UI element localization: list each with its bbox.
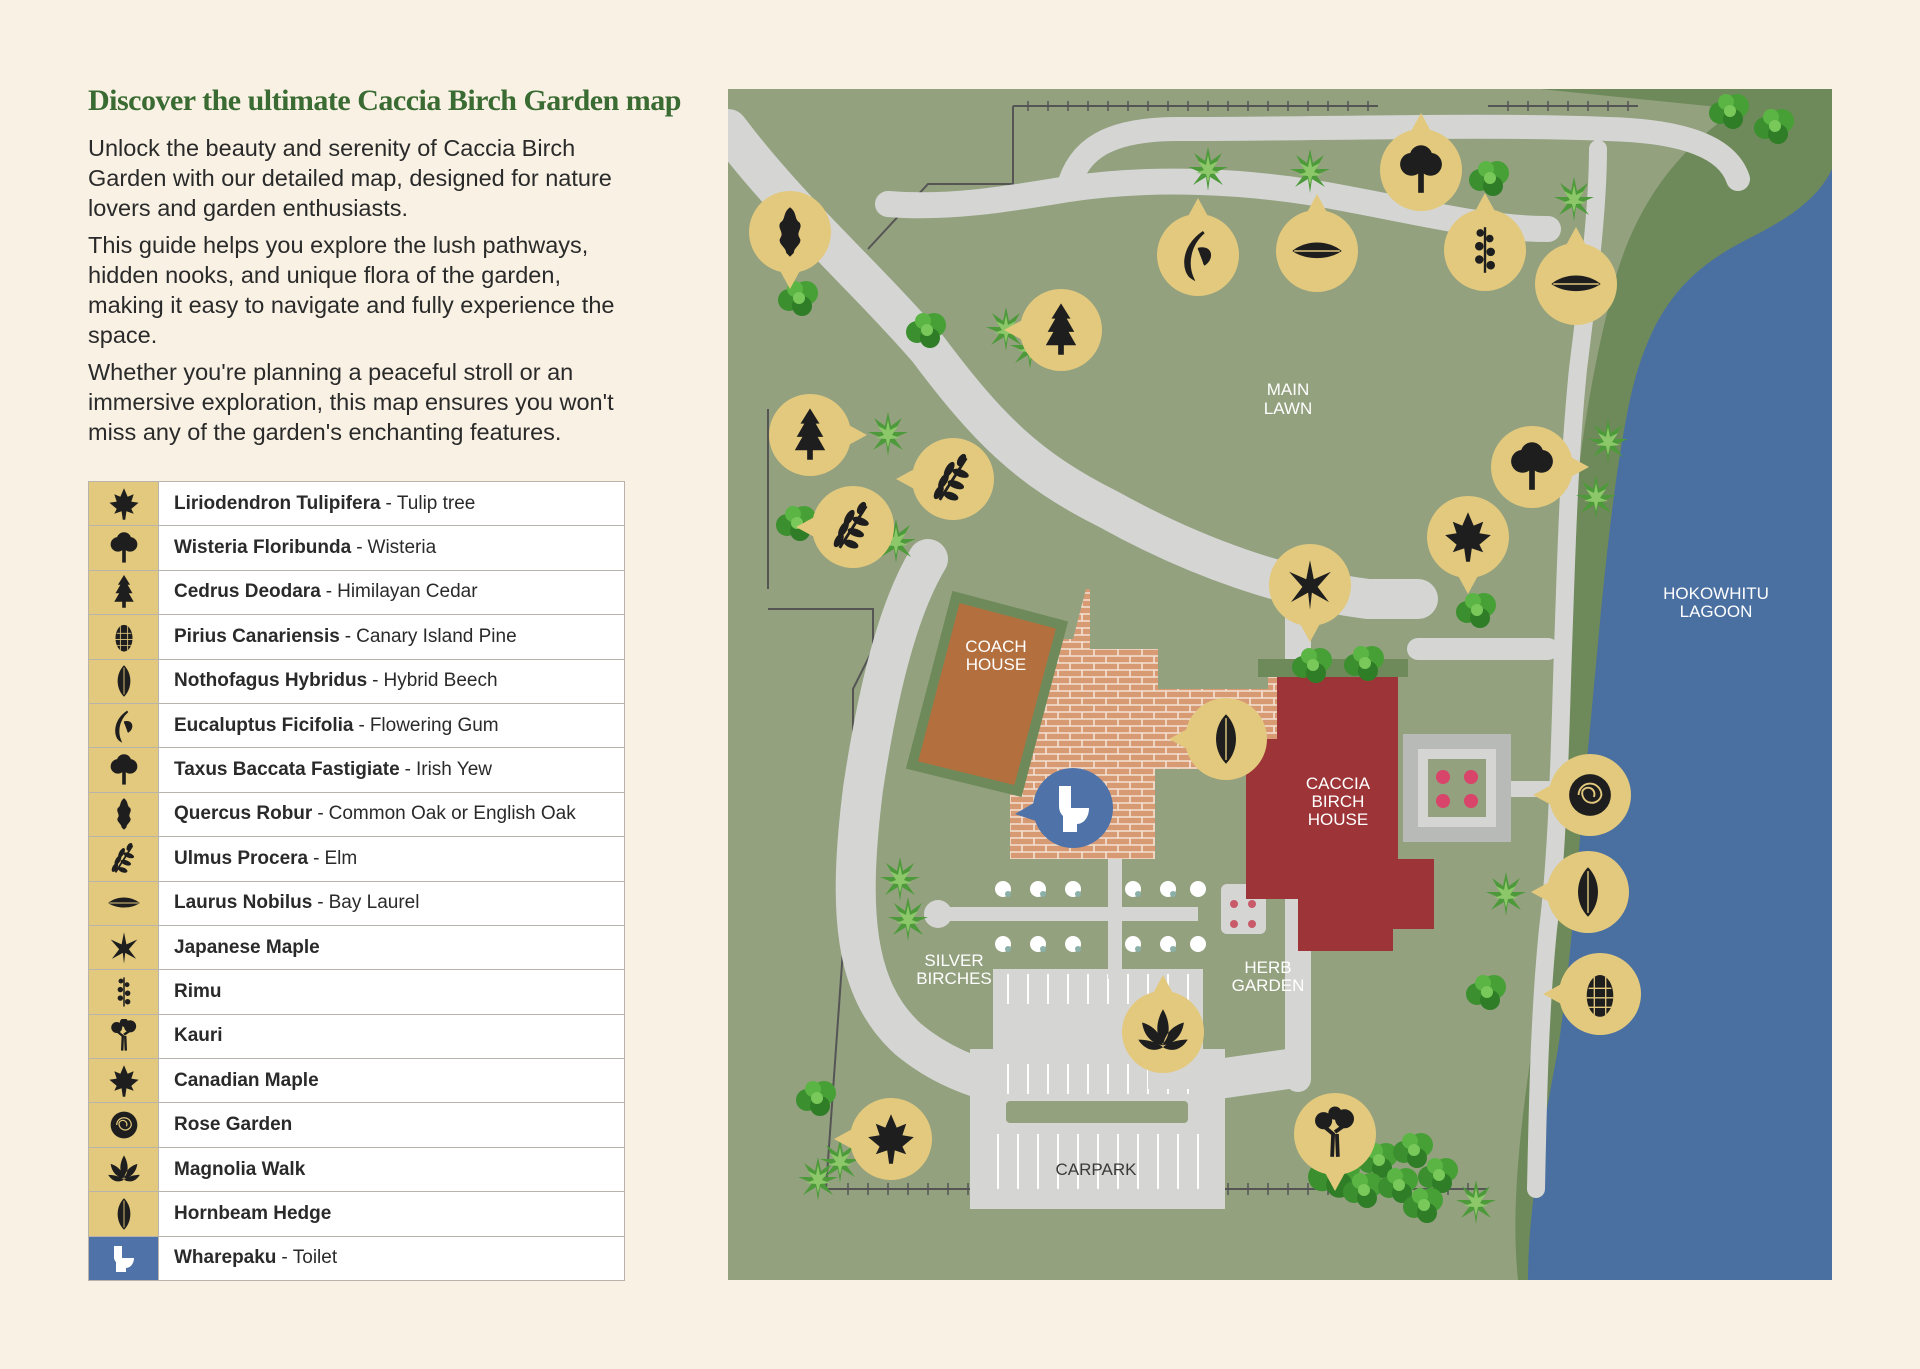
legend-text (159, 748, 492, 791)
legend-text (159, 704, 499, 747)
legend-separator: - (344, 625, 352, 647)
legend-botanical-name: Wisteria Floribunda (174, 537, 352, 559)
label-silver-birches-1: SILVER (924, 951, 984, 970)
legend-text (159, 1015, 223, 1058)
rimu-branch-icon (89, 970, 159, 1013)
page-title: Discover the ultimate Caccia Birch Garden map (88, 84, 681, 117)
label-coach-house-1: COACH (965, 637, 1027, 656)
wisteria-tree-icon (89, 526, 159, 569)
legend-row (89, 571, 624, 615)
legend-common-name: Wisteria (367, 537, 437, 559)
legend-botanical-name: Japanese Maple (174, 936, 320, 958)
legend-separator: - (317, 803, 324, 825)
legend-common-name: Common Oak or English Oak (328, 803, 576, 825)
legend-text (159, 1237, 337, 1280)
legend-text (159, 793, 576, 836)
garden-map[interactable] (728, 89, 1832, 1280)
legend-text (159, 482, 475, 525)
legend-text (159, 1103, 292, 1146)
legend-separator: - (358, 714, 365, 736)
label-coach-house-2: HOUSE (965, 655, 1027, 674)
pine-cone-icon (1587, 975, 1614, 1017)
legend-botanical-name: Canadian Maple (174, 1069, 319, 1091)
gum-leaf-icon (89, 704, 159, 747)
legend-botanical-name: Ulmus Procera (174, 847, 309, 869)
legend-botanical-name: Hornbeam Hedge (174, 1202, 332, 1224)
tulip-tree-leaf-icon (89, 482, 159, 525)
canadian-maple-leaf-icon (89, 1059, 159, 1102)
legend-botanical-name: Liriodendron Tulipifera (174, 492, 381, 514)
toilet-icon (89, 1237, 159, 1280)
legend-separator: - (325, 581, 333, 603)
legend-botanical-name: Quercus Robur (174, 803, 313, 825)
legend-table (88, 481, 625, 1281)
legend-common-name: Hybrid Beech (383, 670, 498, 692)
intro-paragraph-3: Whether you're planning a peaceful stroll or an immersive exploration, this map ensures you won't miss any of the garden's enchanting features. (88, 359, 614, 445)
legend-text (159, 1192, 331, 1235)
legend-common-name: Himilayan Cedar (337, 581, 478, 603)
label-lagoon-2: LAGOON (1679, 602, 1753, 621)
legend-botanical-name: Eucaluptus Ficifolia (174, 714, 354, 736)
legend-botanical-name: Kauri (174, 1025, 223, 1047)
legend-separator: - (372, 670, 379, 692)
legend-text (159, 615, 517, 658)
legend-row (89, 482, 624, 526)
legend-text (159, 926, 320, 969)
legend-row (89, 793, 624, 837)
legend-text (159, 837, 357, 880)
legend-row (89, 970, 624, 1014)
yew-tree-icon (89, 748, 159, 791)
legend-row (89, 1192, 624, 1236)
legend-separator: - (385, 492, 392, 514)
label-carpark: CARPARK (1055, 1160, 1137, 1179)
legend-text (159, 526, 436, 569)
legend-botanical-name: Taxus Baccata Fastigiate (174, 759, 400, 781)
japanese-maple-leaf-icon (89, 926, 159, 969)
rose-icon (89, 1103, 159, 1146)
legend-botanical-name: Pirius Canariensis (174, 625, 340, 647)
label-caccia-house-3: HOUSE (1307, 810, 1369, 829)
legend-text (159, 970, 222, 1013)
legend-row (89, 526, 624, 570)
legend-botanical-name: Laurus Nobilus (174, 892, 313, 914)
label-caccia-house-2: BIRCH (1311, 792, 1365, 811)
legend-separator: - (313, 847, 320, 869)
legend-row (89, 660, 624, 704)
legend-text (159, 660, 498, 703)
label-main-lawn-2: LAWN (1263, 399, 1313, 418)
intro-paragraph-1: Unlock the beauty and serenity of Caccia Birch Garden with our detailed map, designed for nature lovers and garden enthusiasts. (88, 135, 612, 221)
legend-row (89, 748, 624, 792)
label-caccia-house-1: CACCIA (1305, 774, 1371, 793)
intro-paragraph-2: This guide helps you explore the lush pathways, hidden nooks, and unique flora of the garden, making it easy to navigate and fully experience the space. (88, 232, 615, 348)
label-silver-birches-2: BIRCHES (916, 969, 992, 988)
legend-botanical-name: Cedrus Deodara (174, 581, 321, 603)
legend-separator: - (317, 892, 324, 914)
legend-botanical-name: Magnolia Walk (174, 1158, 306, 1180)
legend-row (89, 1148, 624, 1192)
legend-common-name: Canary Island Pine (356, 625, 517, 647)
bay-leaf-icon (89, 882, 159, 925)
legend-text (159, 571, 478, 614)
legend-row (89, 1103, 624, 1147)
legend-botanical-name: Wharepaku (174, 1247, 277, 1269)
legend-botanical-name: Rimu (174, 980, 222, 1002)
legend-row (89, 1059, 624, 1103)
legend-common-name: Tulip tree (396, 492, 476, 514)
pine-cone-icon (89, 615, 159, 658)
legend-text (159, 1148, 305, 1191)
legend-row (89, 1237, 624, 1280)
label-herb-garden-1: HERB (1244, 958, 1292, 977)
legend-separator: - (404, 759, 411, 781)
label-main-lawn-1: MAIN (1266, 380, 1310, 399)
legend-common-name: Bay Laurel (328, 892, 420, 914)
kauri-tree-icon (89, 1015, 159, 1058)
legend-row (89, 837, 624, 881)
legend-botanical-name: Rose Garden (174, 1114, 293, 1136)
legend-text (159, 1059, 319, 1102)
elm-branch-icon (89, 837, 159, 880)
legend-common-name: Elm (324, 847, 358, 869)
legend-row (89, 615, 624, 659)
hornbeam-leaf-icon (89, 1192, 159, 1235)
legend-row (89, 1015, 624, 1059)
label-lagoon-1: HOKOWHITU (1663, 584, 1769, 603)
legend-botanical-name: Nothofagus Hybridus (174, 670, 368, 692)
legend-separator: - (281, 1247, 288, 1269)
legend-text (159, 882, 419, 925)
legend-common-name: Flowering Gum (369, 714, 499, 736)
legend-common-name: Toilet (292, 1247, 338, 1269)
rose-icon (1569, 774, 1611, 816)
legend-common-name: Irish Yew (415, 759, 493, 781)
legend-row (89, 926, 624, 970)
legend-row (89, 704, 624, 748)
oak-leaf-icon (89, 793, 159, 836)
beech-leaf-icon (89, 660, 159, 703)
magnolia-icon (89, 1148, 159, 1191)
legend-row (89, 882, 624, 926)
label-herb-garden-2: GARDEN (1231, 976, 1305, 995)
cedar-tree-icon (89, 571, 159, 614)
legend-separator: - (356, 537, 363, 559)
